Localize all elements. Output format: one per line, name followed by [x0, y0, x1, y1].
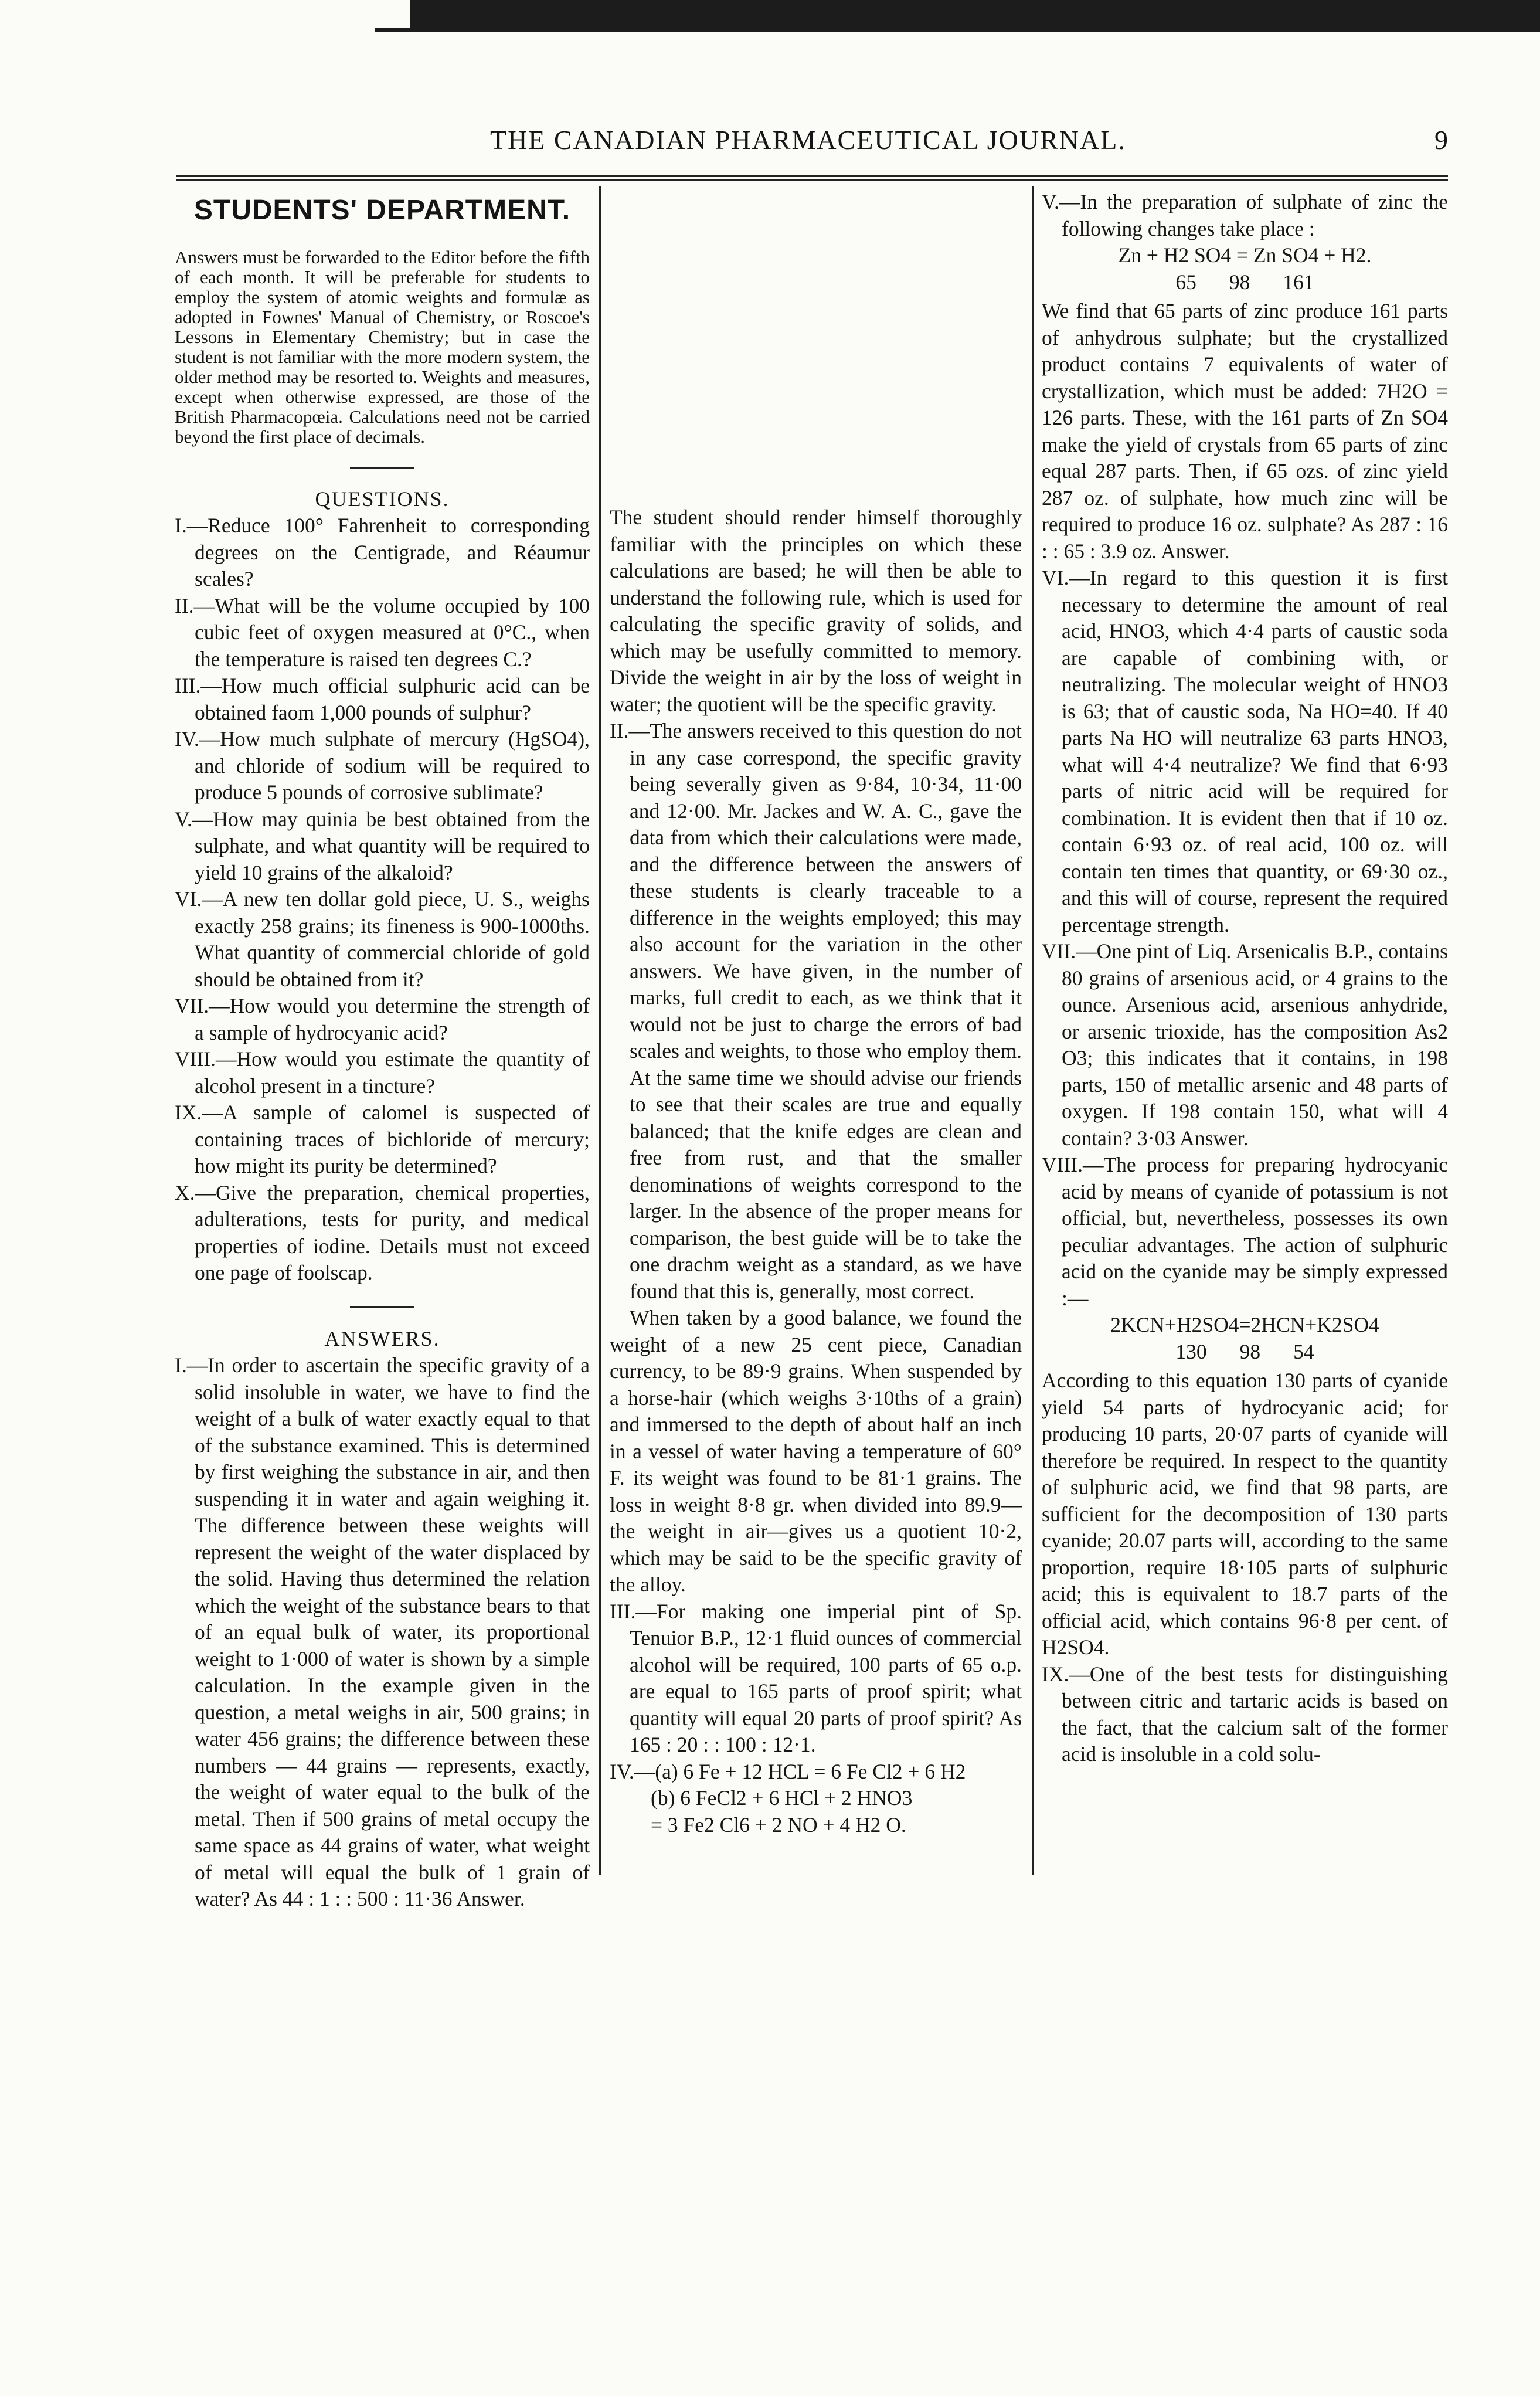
answer-2-coin: When taken by a good balance, we found the weight of a new 25 cent piece, Canadian currency, to be 89·9 grains. When suspended by a horse-hair (which weighs 3·10ths of a grain) and immersed to the depth of about half an inch in a vessel of water having a temperature of 60° F. its weight was found to be 81·1 grains. The loss in weight 8·8 gr. when divided into 89.9—the weight in air—gives us a quotient 10·2, which may be said to be the specific gravity of the alloy.	[610, 1306, 1022, 1596]
answer-1-continuation-space	[610, 189, 1022, 504]
question-item: IX.—A sample of calomel is suspected of containing traces of bichloride of mercury; how might its purity be determined?	[175, 1101, 590, 1177]
weight-value: 98	[1239, 1339, 1261, 1363]
question-item: V.—How may quinia be best obtained from the sulphate, and what quantity will be required to yield 10 grains of the alkaloid?	[175, 807, 590, 884]
column-divider-1	[599, 186, 601, 1875]
questions-heading: QUESTIONS.	[315, 487, 450, 511]
page-number: 9	[1434, 125, 1448, 155]
answer-7: VII.—One pint of Liq. Arsenicalis B.P., contains 80 grains of arsenious acid, or 4 grains to the ounce. Arsenious acid, arsenious anhydride, or arsenic trioxide, has the composition As2 O3; this indicates that it contains, in 198 parts, 150 of metallic arsenic and 48 parts of oxygen. If 198 contain 150, what will 4 contain? 3·03 Answer.	[1042, 939, 1448, 1150]
answer-3: III.—For making one imperial pint of Sp. Tenuior B.P., 12·1 fluid ounces of commercial alcohol will be required, 100 parts of 65 o.p. are equal to 165 parts of proof spirit; what quantity will equal 20 parts of proof spirit? As 165 : 20 : : 100 : 12·1.	[610, 1599, 1022, 1756]
zinc-equation-weights	[1042, 269, 1448, 296]
question-item: IV.—How much sulphate of mercury (HgSO4), and chloride of sodium will be required to produce 5 pounds of corrosive sublimate?	[175, 727, 590, 804]
question-item: VIII.—How would you estimate the quantity of alcohol present in a tincture?	[175, 1047, 590, 1098]
answer-8: VIII.—The process for preparing hydrocyanic acid by means of cyanide of potassium is not official, but, nevertheless, possesses its own peculiar advantages. The action of sulphuric acid on the cyanide may be simply expressed :—	[1042, 1153, 1448, 1310]
header-rule-thin	[176, 179, 1448, 181]
weight-value: 161	[1283, 270, 1314, 294]
answer-6: VI.—In regard to this question it is first necessary to determine the amount of real acid, HNO3, which 4·4 parts of caustic soda are capable of combining with, or neutralizing. The molecular weight of HNO3 is 63; that of caustic soda, Na HO=40. If 40 parts Na HO will neutralize 63 parts HNO3, what will 4·4 neutralize? We find that 6·93 parts of nitric acid will be required for combination. It is evident then that if 10 oz. contain 6·93 oz. of real acid, 100 oz. will contain ten times that quantity, or 69·30 oz., and this will of course, represent the required percentage strength.	[1042, 566, 1448, 936]
answer-1-rule: The student should render himself thoroughly familiar with the principles on which these calculations are based; he will then be able to understand the following rule, which is used for calculating the specific gravity of solids, and which may be usefully committed to memory. Divide the weight in air by the loss of weight in water; the quotient will be the specific gravity.	[610, 505, 1022, 716]
journal-title: THE CANADIAN PHARMACEUTICAL JOURNAL.	[490, 125, 1126, 155]
section-divider	[350, 467, 414, 469]
column-2	[610, 189, 1022, 1838]
zinc-equation: Zn + H2 SO4 = Zn SO4 + H2.	[1118, 243, 1372, 267]
question-item: X.—Give the preparation, chemical properties, adulterations, tests for purity, and medical properties of iodine. Details must not exceed one page of foolscap.	[175, 1180, 590, 1284]
question-item: VI.—A new ten dollar gold piece, U. S., weighs exactly 258 grains; its fineness is 900-1000ths. What quantity of commercial chloride of gold should be obtained from it?	[175, 887, 590, 991]
cyanide-equation: 2KCN+H2SO4=2HCN+K2SO4	[1110, 1313, 1379, 1336]
answer-5-body: We find that 65 parts of zinc produce 161 parts of anhydrous sulphate; but the crystallized product contains 7 equivalents of water of crystallization, which must be added: 7H2O = 126 parts. These, with the 161 parts of Zn SO4 make the yield of crystals from 65 parts of zinc equal 287 parts. Then, if 65 ozs. of zinc yield 287 oz. of sulphate, how much zinc will be required to produce 16 oz. sulphate? As 287 : 16 : : 65 : 3.9 oz. Answer.	[1042, 299, 1448, 563]
question-item: I.—Reduce 100° Fahrenheit to corresponding degrees on the Centigrade, and Réaumur scales?	[175, 514, 590, 590]
weight-value: 130	[1175, 1339, 1207, 1363]
cyanide-equation-weights	[1042, 1339, 1448, 1366]
question-item: VII.—How would you determine the strength of a sample of hydrocyanic acid?	[175, 994, 590, 1044]
answer-5: V.—In the preparation of sulphate of zinc the following changes take place :	[1042, 190, 1448, 240]
answer-2: II.—The answers received to this question do not in any case correspond, the specific gravity being severally given as 9·84, 10·34, 11·00 and 12·00. Mr. Jackes and W. A. C., gave the data from which their calculations were made, and the difference between the answers of these students is clearly traceable to a difference in the weights employed; this may also account for the variation in the other answers. We have given, in the number of marks, full credit to each, as we think that it would not be just to charge the errors of bad scales and weights, to those who employ them. At the same time we should advise our friends to see that their scales are true and equally balanced; that the knife edges are clean and free from rust, and that the smaller denominations of weights correspond to the larger. In the absence of the proper means for comparison, the best guide will be to take the one drachm weight as a standard, as we have found that this is, generally, most correct.	[610, 719, 1022, 1303]
column-1	[175, 188, 590, 2396]
weight-value: 65	[1175, 270, 1196, 294]
answer-4-c: = 3 Fe2 Cl6 + 2 NO + 4 H2 O.	[651, 1813, 906, 1837]
column-divider-2	[1032, 186, 1034, 1875]
header-rule	[176, 175, 1448, 177]
question-item: III.—How much official sulphuric acid can be obtained faom 1,000 pounds of sulphur?	[175, 674, 590, 724]
column-3	[1042, 189, 1448, 1768]
answer-9: IX.—One of the best tests for distinguishing between citric and tartaric acids is based on the fact, that the calcium salt of the former acid is insoluble in a cold solu-	[1042, 1662, 1448, 1766]
answer-4: IV.—(a) 6 Fe + 12 HCL = 6 Fe Cl2 + 6 H2	[610, 1759, 966, 1783]
running-header	[176, 124, 1448, 165]
section-divider	[350, 1306, 414, 1308]
weight-value: 54	[1293, 1339, 1314, 1363]
answer-4-b: (b) 6 FeCl2 + 6 HCl + 2 HNO3	[651, 1786, 913, 1810]
answers-heading: ANSWERS.	[324, 1326, 440, 1350]
page-edge-line	[375, 28, 1540, 32]
department-title: STUDENTS' DEPARTMENT.	[193, 195, 571, 226]
answer-8-body: According to this equation 130 parts of cyanide yield 54 parts of hydrocyanic acid; for producing 10 parts, 20·07 parts of cyanide will therefore be required. In respect to the quantity of sulphuric acid, we find that 98 parts, are sufficient for the decomposition of 130 parts cyanide; 20.07 parts will, according to the same proportion, require 18·105 parts of sulphuric acid; this is equivalent to 18.7 parts of the official acid, which contains 96·8 per cent. of H2SO4.	[1042, 1369, 1448, 1659]
page-edge-shadow	[410, 0, 1540, 28]
question-item: II.—What will be the volume occupied by 100 cubic feet of oxygen measured at 0°C., when the temperature is raised ten degrees C.?	[175, 593, 590, 671]
department-instructions: Answers must be forwarded to the Editor before the fifth of each month. It will be preferable for students to employ the system of atomic weights and formulæ as adopted in Fownes' Manual of Chemistry, or Roscoe's Lessons in Elementary Chemistry; but in case the student is not familiar with the more modern system, the older method may be resorted to. Weights and measures, except when otherwise expressed, are those of the British Pharmacopœia. Calculations need not be carried beyond the first place of decimals.	[175, 246, 590, 447]
answer-1: I.—In order to ascertain the specific gravity of a solid insoluble in water, we have to find the weight of a bulk of water exactly equal to that of the substance examined. This is determined by first weighing the substance in air, and then suspending it in water and again weighing it. The difference between these weights will represent the weight of the water displaced by the solid. Having thus determined the relation which the weight of the substance bears to that of an equal bulk of water, its proportional weight to 1·000 of water is shown by a simple calculation. In the example given in the question, a metal weighs in air, 500 grains; in water 456 grains; the difference between these numbers — 44 grains — represents, exactly, the weight of water equal to the bulk of the metal. Then if 500 grains of metal occupy the same space as 44 grains of water, what weight of metal will equal the bulk of 1 grain of water? As 44 : 1 : : 500 : 11·36 Answer.	[175, 1353, 590, 1910]
weight-value: 98	[1229, 270, 1250, 294]
